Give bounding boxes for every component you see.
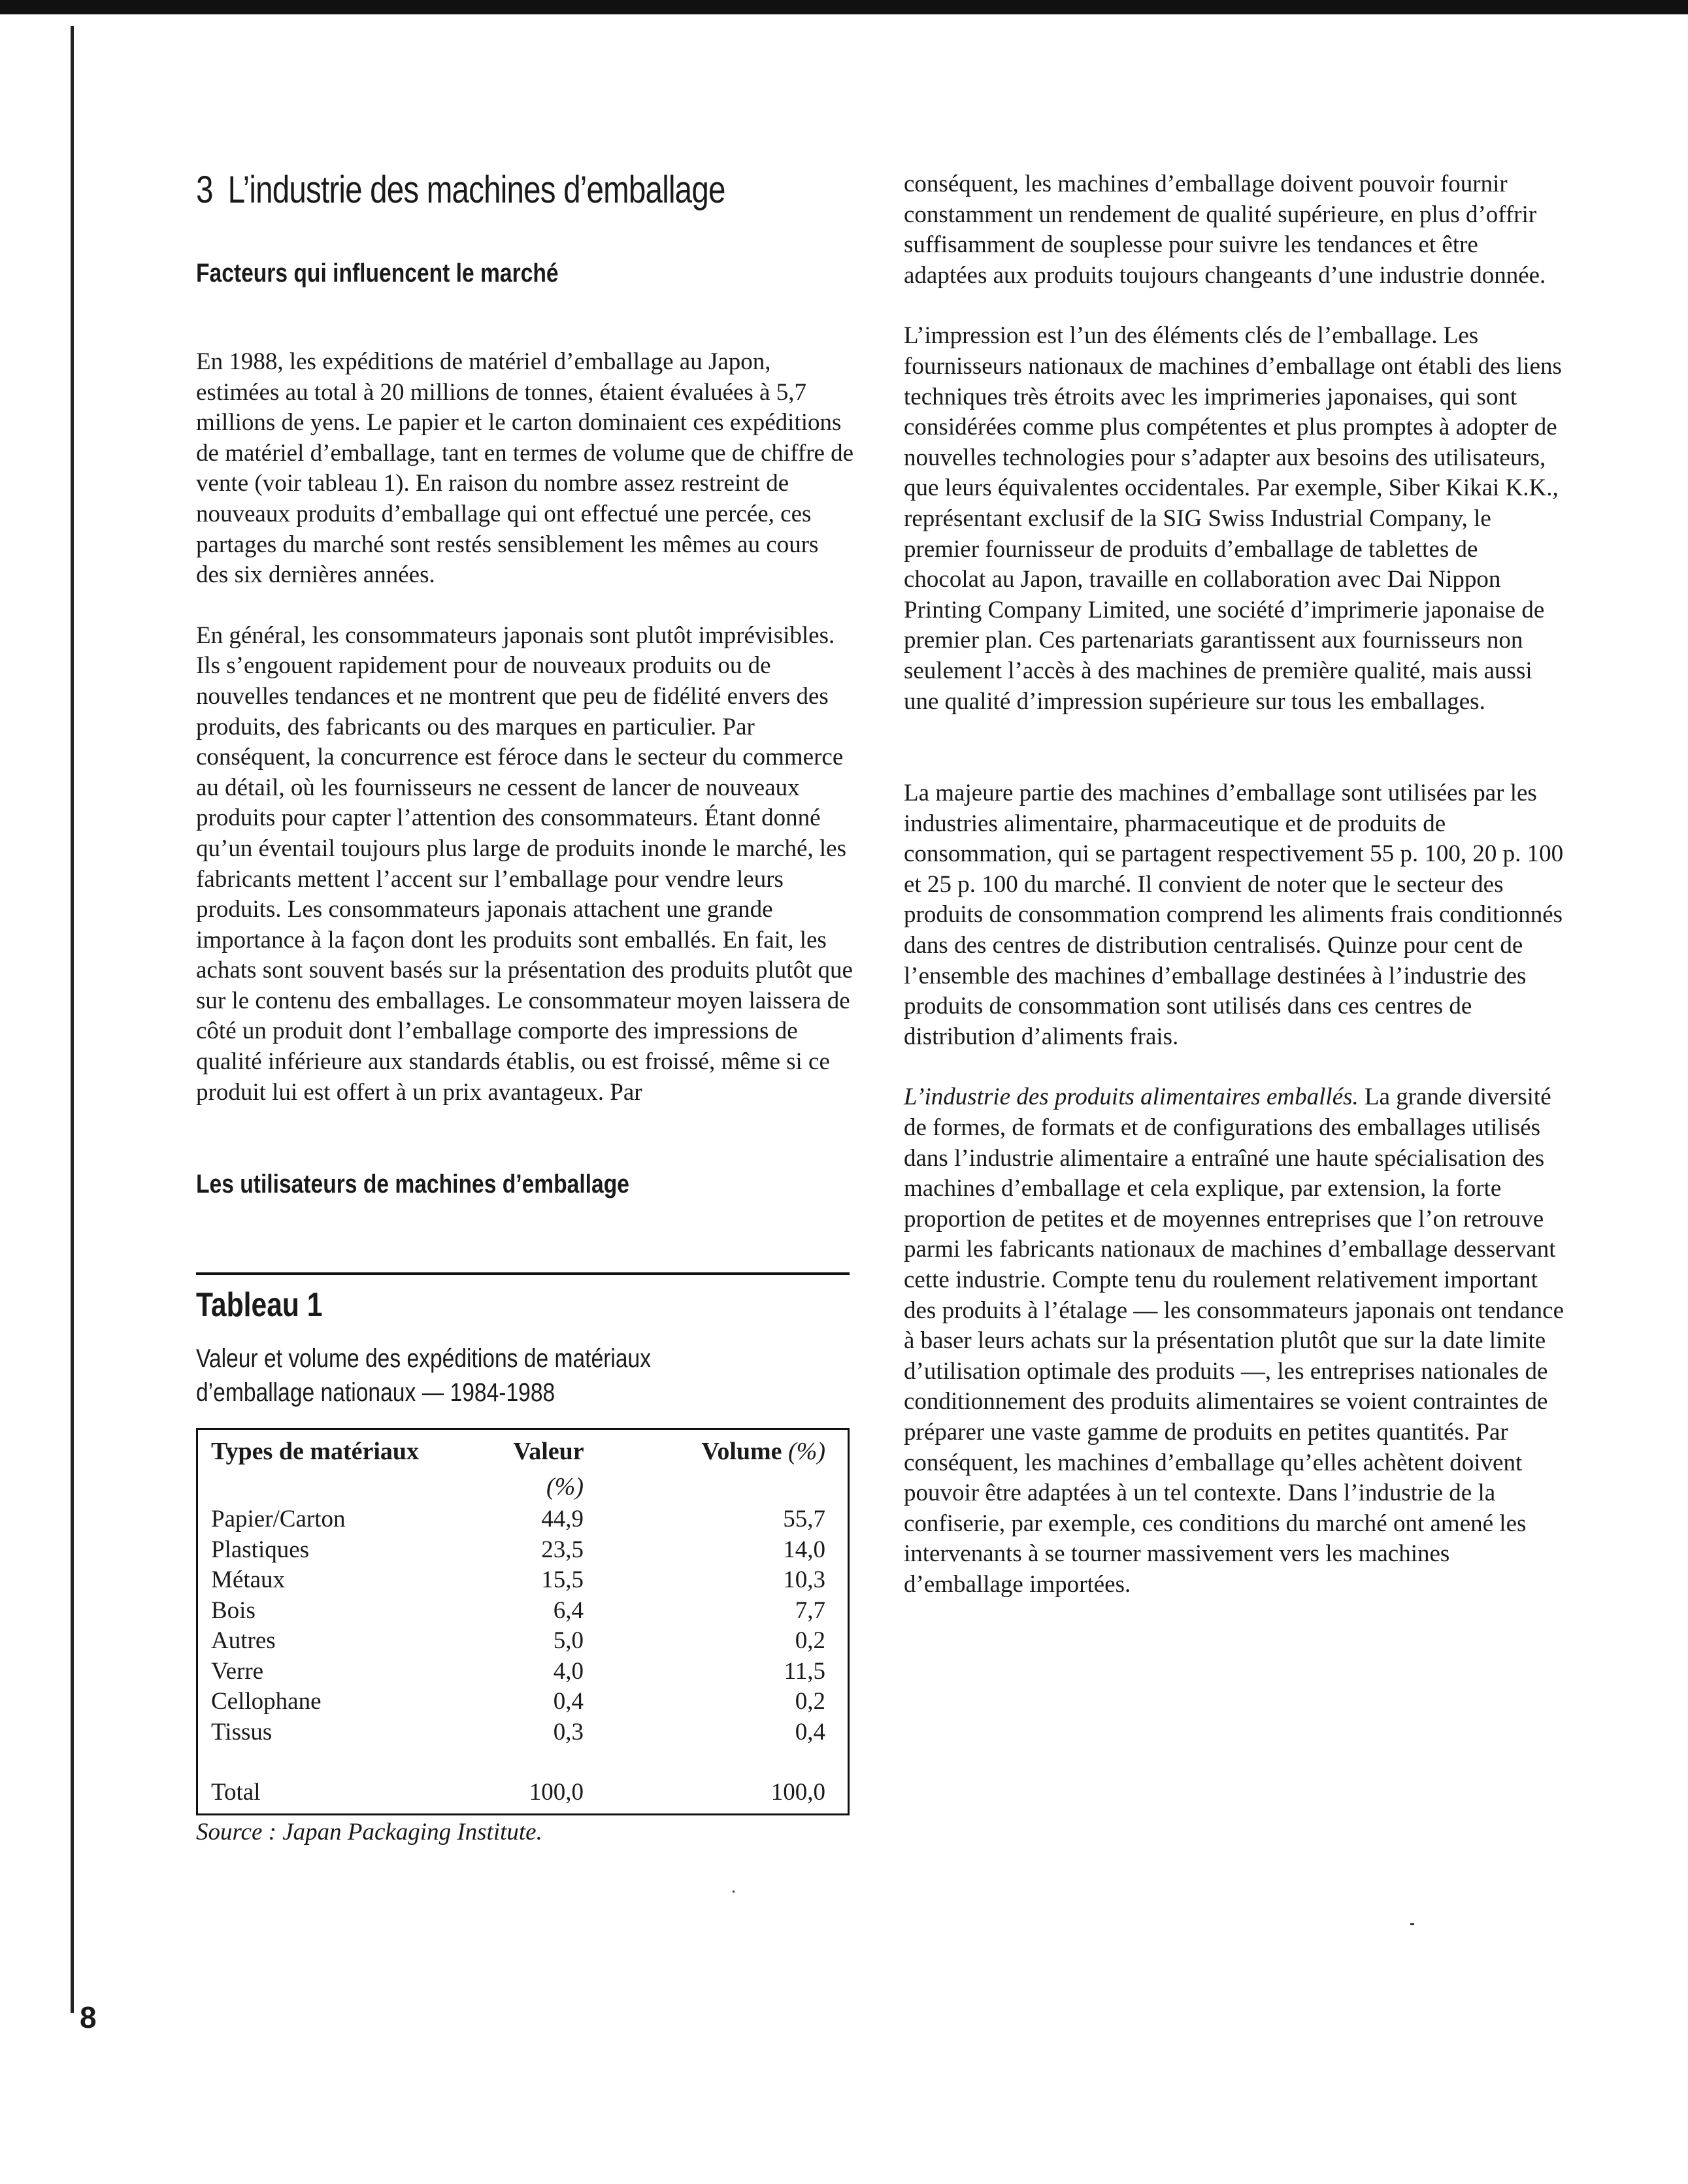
paragraph-printing: L’impression est l’un des éléments clés de l’emballage. Les fournisseurs nationaux de machines d’emballage ont établi des liens techniques très étroits avec les imprimeries japonaises, qui sont considérées comme plus compétentes et plus promptes à adopter de nouvelles technologies pour s’adapter aux besoins des utilisateurs, que leurs équivalentes occidentales. Par exemple, Siber Kikai K.K., représentant exclusif de la SIG Swiss Industrial Company, le premier fournisseur de produits d’emballage de tablettes de chocolat au Japon, travaille en collaboration avec Dai Nippon Printing Company Limited, une société d’imprimerie japonaise de premier plan. Ces partenariats garantissent aux fournisseurs non seulement l’accès à des machines de première qualité, mais aussi une qualité d’impression supérieure sur tous les emballages. xyxy=(904,322,1562,715)
paragraph-continuation: conséquent, les machines d’emballage doivent pouvoir fournir constamment un rendement de qualité supérieure, en plus d’offrir suffisamment de souplesse pour suivre les tendances et être adaptées aux produits toujours changeants d’une industrie donnée. xyxy=(904,171,1546,289)
table-subtitle-line1: Valeur et volume des expéditions de matériaux xyxy=(196,1344,652,1374)
food-text: La grande diversité de formes, de formats et de configurations des emballages utilisés dans l’industrie alimentaire a entraîné une haute spécialisation des machines d’emballage et cela explique, par extension, la forte proportion de petites et de moyennes entreprises que l’on retrouve parmi les fabricants nationaux de machines d’emballage desservant cette industrie. Compte tenu du roulement relativement important des produits à l’étalage — les consommateurs japonais ont tendance à baser leurs achats sur la présentation plutôt que sur la date limite d’utilisation optimale des produits —, les entreprises nationales de conditionnement des produits alimentaires se voient contraintes de préparer une vaste gamme de produits en petites quantités. Par conséquent, les machines d’emballage qu’elles achètent doivent pouvoir être adaptées à un tel contexte. Dans l’industrie de la confiserie, par exemple, ces conditions du marché ont amené les intervenants à se tourner massivement vers les machines d’emballage importées. xyxy=(904,1084,1564,1598)
paragraph-shipments: En 1988, les expéditions de matériel d’emballage au Japon, estimées au total à 20 millions de tonnes, étaient évaluées à 5,7 millions de yens. Le papier et le carton dominaient ces expéditions de matériel d’emballage, tant en termes de volume que de chiffre de vente (voir tableau 1). En raison du nombre assez restreint de nouveaux produits d’emballage qui ont effectué une percée, ces partages du marché sont restés sensiblement les mêmes au cours des six dernières années. xyxy=(196,348,854,589)
table-row: Bois 6,4 7,7 xyxy=(211,1597,825,1624)
section-title-text: L’industrie des machines d’emballage xyxy=(227,169,725,211)
header-types: Types de matériaux xyxy=(211,1438,420,1466)
left-margin-rule xyxy=(71,26,74,2013)
table-row: Papier/Carton 44,9 55,7 xyxy=(211,1506,825,1533)
table-label: Tableau 1 xyxy=(196,1286,323,1325)
paragraph-market-share: La majeure partie des machines d’emballage sont utilisées par les industries alimentaire, pharmaceutique et de produits de consommation, qui se partagent respectivement 55 p. 100, 20 p. 100 et 25 p. 100 du marché. Il convient de noter que le secteur des produits de consommation comprend les aliments frais conditionnés dans des centres de distribution centralisés. Quinze pour cent de l’ensemble des machines d’emballage destinées à l’industrie des produits de consommation sont utilisés dans ces centres de distribution d’aliments frais. xyxy=(904,780,1564,1050)
left-column xyxy=(196,167,856,1846)
table-row: Cellophane 0,4 0,2 xyxy=(211,1688,825,1715)
right-column xyxy=(904,167,1564,1600)
scan-speck xyxy=(733,1891,735,1893)
table-subtitle-line2: d’emballage nationaux — 1984-1988 xyxy=(196,1378,555,1408)
table-top-rule xyxy=(196,1272,850,1275)
table-row: Métaux 15,5 10,3 xyxy=(211,1566,825,1594)
paragraph-consumers: En général, les consommateurs japonais sont plutôt imprévisibles. Ils s’engouent rapidement pour de nouveaux produits ou de nouvelles tendances et ne montrent que peu de fidélité envers des produits, des fabricants ou des marques en particulier. Par conséquent, la concurrence est féroce dans le secteur du commerce au détail, où les fournisseurs ne cessent de lancer de nouveaux produits pour capter l’attention des consommateurs. Étant donné qu’un éventail toujours plus large de produits inonde le marché, les fabricants mettent l’accent sur l’emballage pour vendre leurs produits. Les consommateurs japonais attachent une grande importance à la façon dont les produits sont emballés. En fait, les achats sont souvent basés sur la présentation des produits plutôt que sur le contenu des emballages. Le consommateur moyen laissera de côté un produit dont l’emballage comporte des impressions de qualité inférieure aux standards établis, ou est froissé, même si ce produit lui est offert à un prix avantageux. Par xyxy=(196,621,853,1106)
paragraph-food-industry xyxy=(904,1082,1564,1600)
subhead-factors: Facteurs qui influencent le marché xyxy=(196,259,559,288)
subhead-users: Les utilisateurs de machines d’emballage xyxy=(196,1170,629,1199)
page-number: 8 xyxy=(80,2000,97,2034)
table-row: Verre 4,0 11,5 xyxy=(211,1657,825,1685)
section-number: 3 xyxy=(196,169,213,211)
materials-table xyxy=(196,1428,850,1815)
table-source: Source : Japan Packaging Institute. xyxy=(196,1818,542,1845)
table-header-row xyxy=(198,1434,848,1504)
table-row: Plastiques 23,5 14,0 xyxy=(211,1536,825,1563)
table-total-row: Total 100,0 100,0 xyxy=(211,1779,825,1806)
scan-top-border xyxy=(0,0,1688,14)
table-row: Tissus 0,3 0,4 xyxy=(211,1718,825,1746)
table-row: Autres 5,0 0,2 xyxy=(211,1627,825,1655)
table-block xyxy=(196,1272,856,1846)
header-volume: Volume (%) xyxy=(701,1438,825,1466)
food-lead: L’industrie des produits alimentaires emballés. xyxy=(904,1084,1359,1111)
header-value: Valeur (%) xyxy=(513,1438,584,1501)
section-title xyxy=(196,167,737,214)
scan-speck xyxy=(1410,1923,1414,1925)
